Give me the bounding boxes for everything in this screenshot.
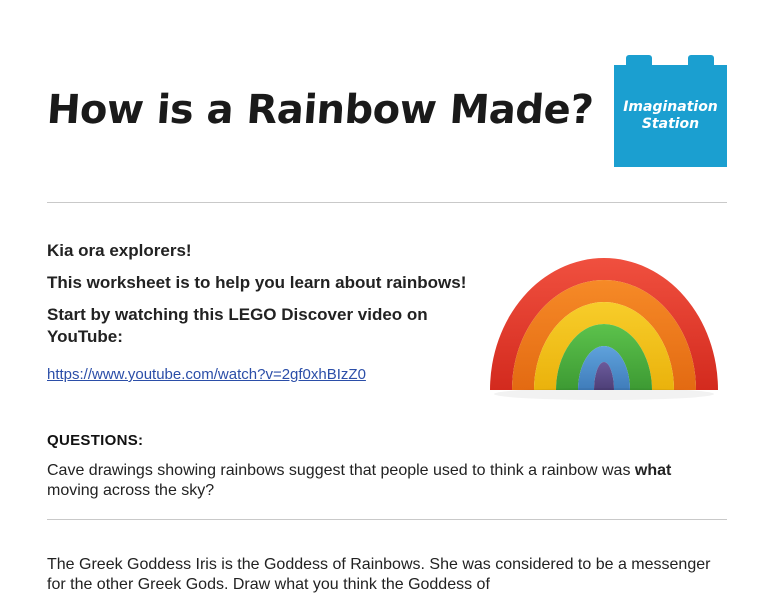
intro-block bbox=[47, 240, 477, 383]
question-2: The Greek Goddess Iris is the Goddess of Rainbows. She was considered to be a messenger for the other Greek Gods. Draw what you think the Goddess of bbox=[47, 556, 711, 593]
greeting-text: Kia ora explorers! bbox=[47, 241, 192, 260]
page-title: How is a Rainbow Made? bbox=[45, 87, 595, 133]
youtube-link[interactable]: https://www.youtube.com/watch?v=2gf0xhBIzZ0 bbox=[47, 366, 366, 383]
logo-line-1: Imagination bbox=[623, 99, 718, 115]
question-1-emphasis: what bbox=[634, 462, 672, 479]
document-header bbox=[47, 55, 727, 195]
instruction-text: Start by watching this LEGO Discover video on YouTube: bbox=[47, 305, 428, 346]
questions-heading: QUESTIONS: bbox=[47, 432, 144, 449]
question-1-part-1: Cave drawings showing rainbows suggest that people used to think a rainbow was bbox=[47, 462, 635, 479]
imagination-station-logo bbox=[614, 55, 727, 167]
question-1 bbox=[47, 461, 727, 501]
divider-middle bbox=[47, 519, 727, 520]
question-1-part-2: moving across the sky? bbox=[47, 482, 215, 499]
purpose-text: This worksheet is to help you learn about rainbows! bbox=[47, 273, 467, 292]
rainbow-stacker-image bbox=[488, 240, 720, 404]
logo-line-2: Station bbox=[641, 116, 700, 132]
logo-body bbox=[614, 65, 727, 167]
divider-top bbox=[47, 202, 727, 203]
